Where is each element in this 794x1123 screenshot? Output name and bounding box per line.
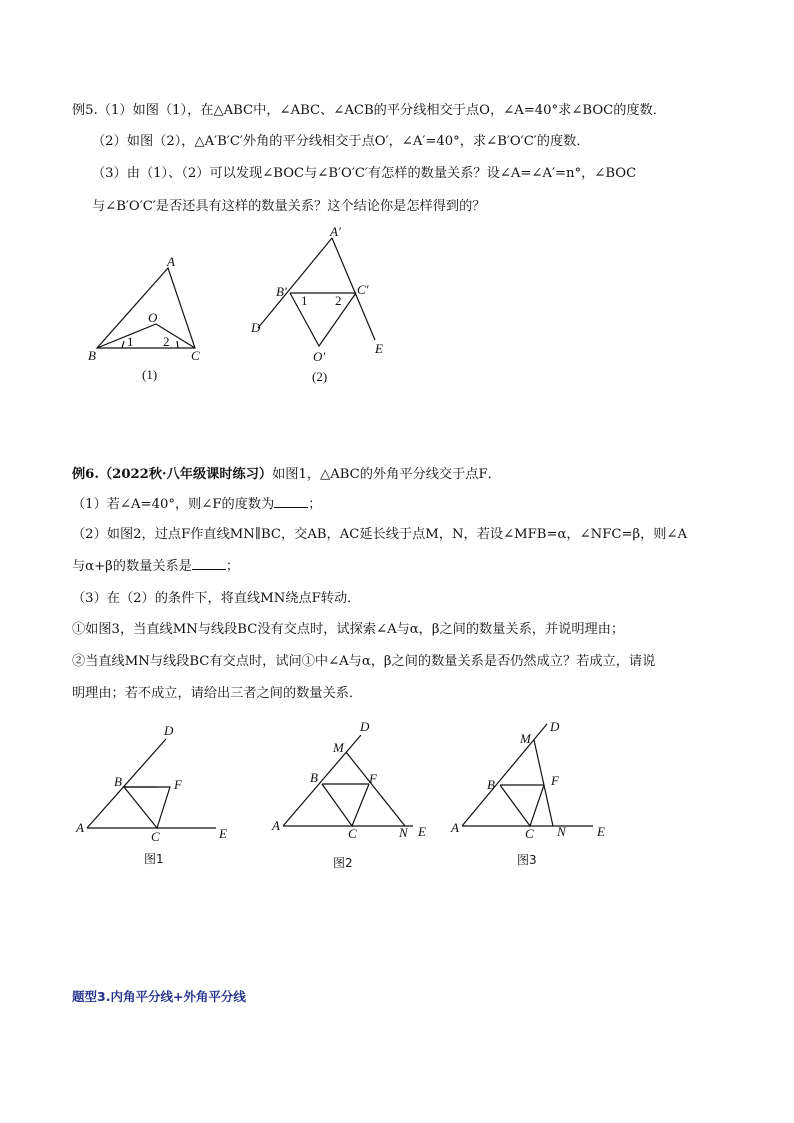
label-a-prime: A′ bbox=[330, 224, 341, 239]
label-m: M bbox=[520, 731, 531, 746]
ex5-line-2: （2）如图（2），△A′B′C′外角的平分线相交于点O′，∠A′=40°，求∠B′O′C′的度数． bbox=[92, 134, 590, 149]
label-o: O bbox=[148, 310, 158, 325]
label-d: D bbox=[360, 719, 370, 734]
line-a-d bbox=[87, 739, 166, 828]
figure-2-triangle-abc-prime bbox=[250, 224, 383, 384]
label-c: C bbox=[151, 829, 160, 844]
ex6-q2-text: 与α+β的数量关系是 bbox=[72, 559, 192, 574]
figure-ex6-3-caption: 图3 bbox=[517, 853, 537, 867]
ex5-line-3: （3）由（1）、（2）可以发现∠BOC与∠B′O′C′有怎样的数量关系？设∠A=∠A′=n°，∠BOC bbox=[92, 166, 637, 181]
bisectors-bf-cf bbox=[322, 784, 369, 826]
label-a: A bbox=[167, 254, 175, 269]
label-n: N bbox=[399, 825, 408, 840]
ex6-q3: （3）在（2）的条件下，将直线MN绕点F转动． bbox=[72, 591, 361, 606]
line-a-e bbox=[332, 238, 375, 340]
ex6-q3b-line-2: 明理由；若不成立，请给出三者之间的数量关系． bbox=[72, 686, 363, 701]
label-angle-2: 2 bbox=[163, 334, 170, 349]
ex5-line-1: 例5.（1）如图（1），在△ABC中，∠ABC、∠ACB的平分线相交于点O，∠A=40°求∠BOC的度数． bbox=[72, 103, 666, 118]
label-b: B bbox=[487, 777, 495, 792]
label-e: E bbox=[219, 826, 227, 841]
ex6-title-source: 例6.（2022秋·八年级课时练习） bbox=[72, 467, 273, 482]
label-c: C bbox=[191, 348, 200, 363]
label-b-prime: B′ bbox=[276, 284, 287, 299]
label-f: F bbox=[551, 773, 559, 788]
ex5-line-4: 与∠B′O′C′是否还具有这样的数量关系？这个结论你是怎样得到的？ bbox=[92, 199, 486, 214]
figure-ex6-1 bbox=[75, 723, 227, 866]
bisectors-bo-co bbox=[97, 324, 195, 348]
ex6-title-text: 如图1，△ABC的外角平分线交于点F． bbox=[272, 467, 501, 482]
label-b: B bbox=[310, 770, 318, 785]
label-a: A bbox=[272, 818, 280, 833]
section-heading: 题型3.内角平分线+外角平分线 bbox=[72, 989, 246, 1004]
label-n: N bbox=[557, 824, 566, 839]
figure-1-triangle-abc bbox=[88, 254, 200, 382]
figure-ex6-2-caption: 图2 bbox=[333, 856, 353, 870]
external-bisectors bbox=[290, 293, 356, 346]
label-f: F bbox=[174, 777, 182, 792]
bisectors-bf-cf bbox=[500, 785, 544, 826]
label-e: E bbox=[375, 341, 383, 356]
label-b: B bbox=[88, 348, 96, 363]
line-m-n bbox=[346, 752, 405, 826]
line-a-d bbox=[462, 724, 547, 826]
label-a: A bbox=[76, 820, 84, 835]
label-b: B bbox=[114, 774, 122, 789]
label-m: M bbox=[333, 740, 344, 755]
label-d: D bbox=[164, 723, 174, 738]
label-o-prime: O′ bbox=[313, 349, 326, 364]
label-angle-1: 1 bbox=[301, 293, 308, 308]
label-e: E bbox=[597, 824, 605, 839]
label-f: F bbox=[369, 771, 377, 786]
label-d: D bbox=[550, 719, 560, 734]
ex6-q2-end: ； bbox=[225, 559, 240, 574]
figure-2-caption: (2) bbox=[312, 369, 328, 384]
label-angle-2: 2 bbox=[335, 293, 342, 308]
angle-mark-1 bbox=[122, 341, 124, 348]
ex6-q3a: ①如图3，当直线MN与线段BC没有交点时，试探索∠A与α，β之间的数量关系，并说明理由； bbox=[72, 622, 625, 637]
label-c-prime: C′ bbox=[357, 282, 369, 297]
figure-ex6-1-caption: 图1 bbox=[144, 852, 164, 866]
label-c: C bbox=[525, 826, 534, 841]
triangle-bcf bbox=[124, 787, 170, 828]
triangle-abc bbox=[97, 268, 195, 348]
ex6-q1-text: （1）若∠A=40°，则∠F的度数为 bbox=[72, 497, 275, 512]
ex6-q2-line-1: （2）如图2，过点F作直线MN∥BC，交AB，AC延长线于点M，N，若设∠MFB=α，∠NFC=β，则∠A bbox=[72, 527, 688, 542]
label-c: C bbox=[348, 826, 357, 841]
angle-mark-2 bbox=[177, 341, 178, 348]
label-a: A bbox=[451, 820, 459, 835]
figure-ex6-3 bbox=[450, 719, 605, 867]
label-angle-1: 1 bbox=[127, 334, 134, 349]
label-e: E bbox=[418, 824, 426, 839]
line-a-d bbox=[258, 238, 332, 328]
line-a-d bbox=[283, 735, 361, 826]
label-d: D bbox=[251, 320, 261, 335]
ex6-q3b-line-1: ②当直线MN与线段BC有交点时，试问①中∠A与α，β之间的数量关系是否仍然成立？若成立，请说 bbox=[72, 654, 656, 669]
figure-1-caption: (1) bbox=[142, 367, 158, 382]
figure-ex6-2 bbox=[271, 719, 426, 870]
ex6-q1-end: ； bbox=[308, 497, 322, 512]
